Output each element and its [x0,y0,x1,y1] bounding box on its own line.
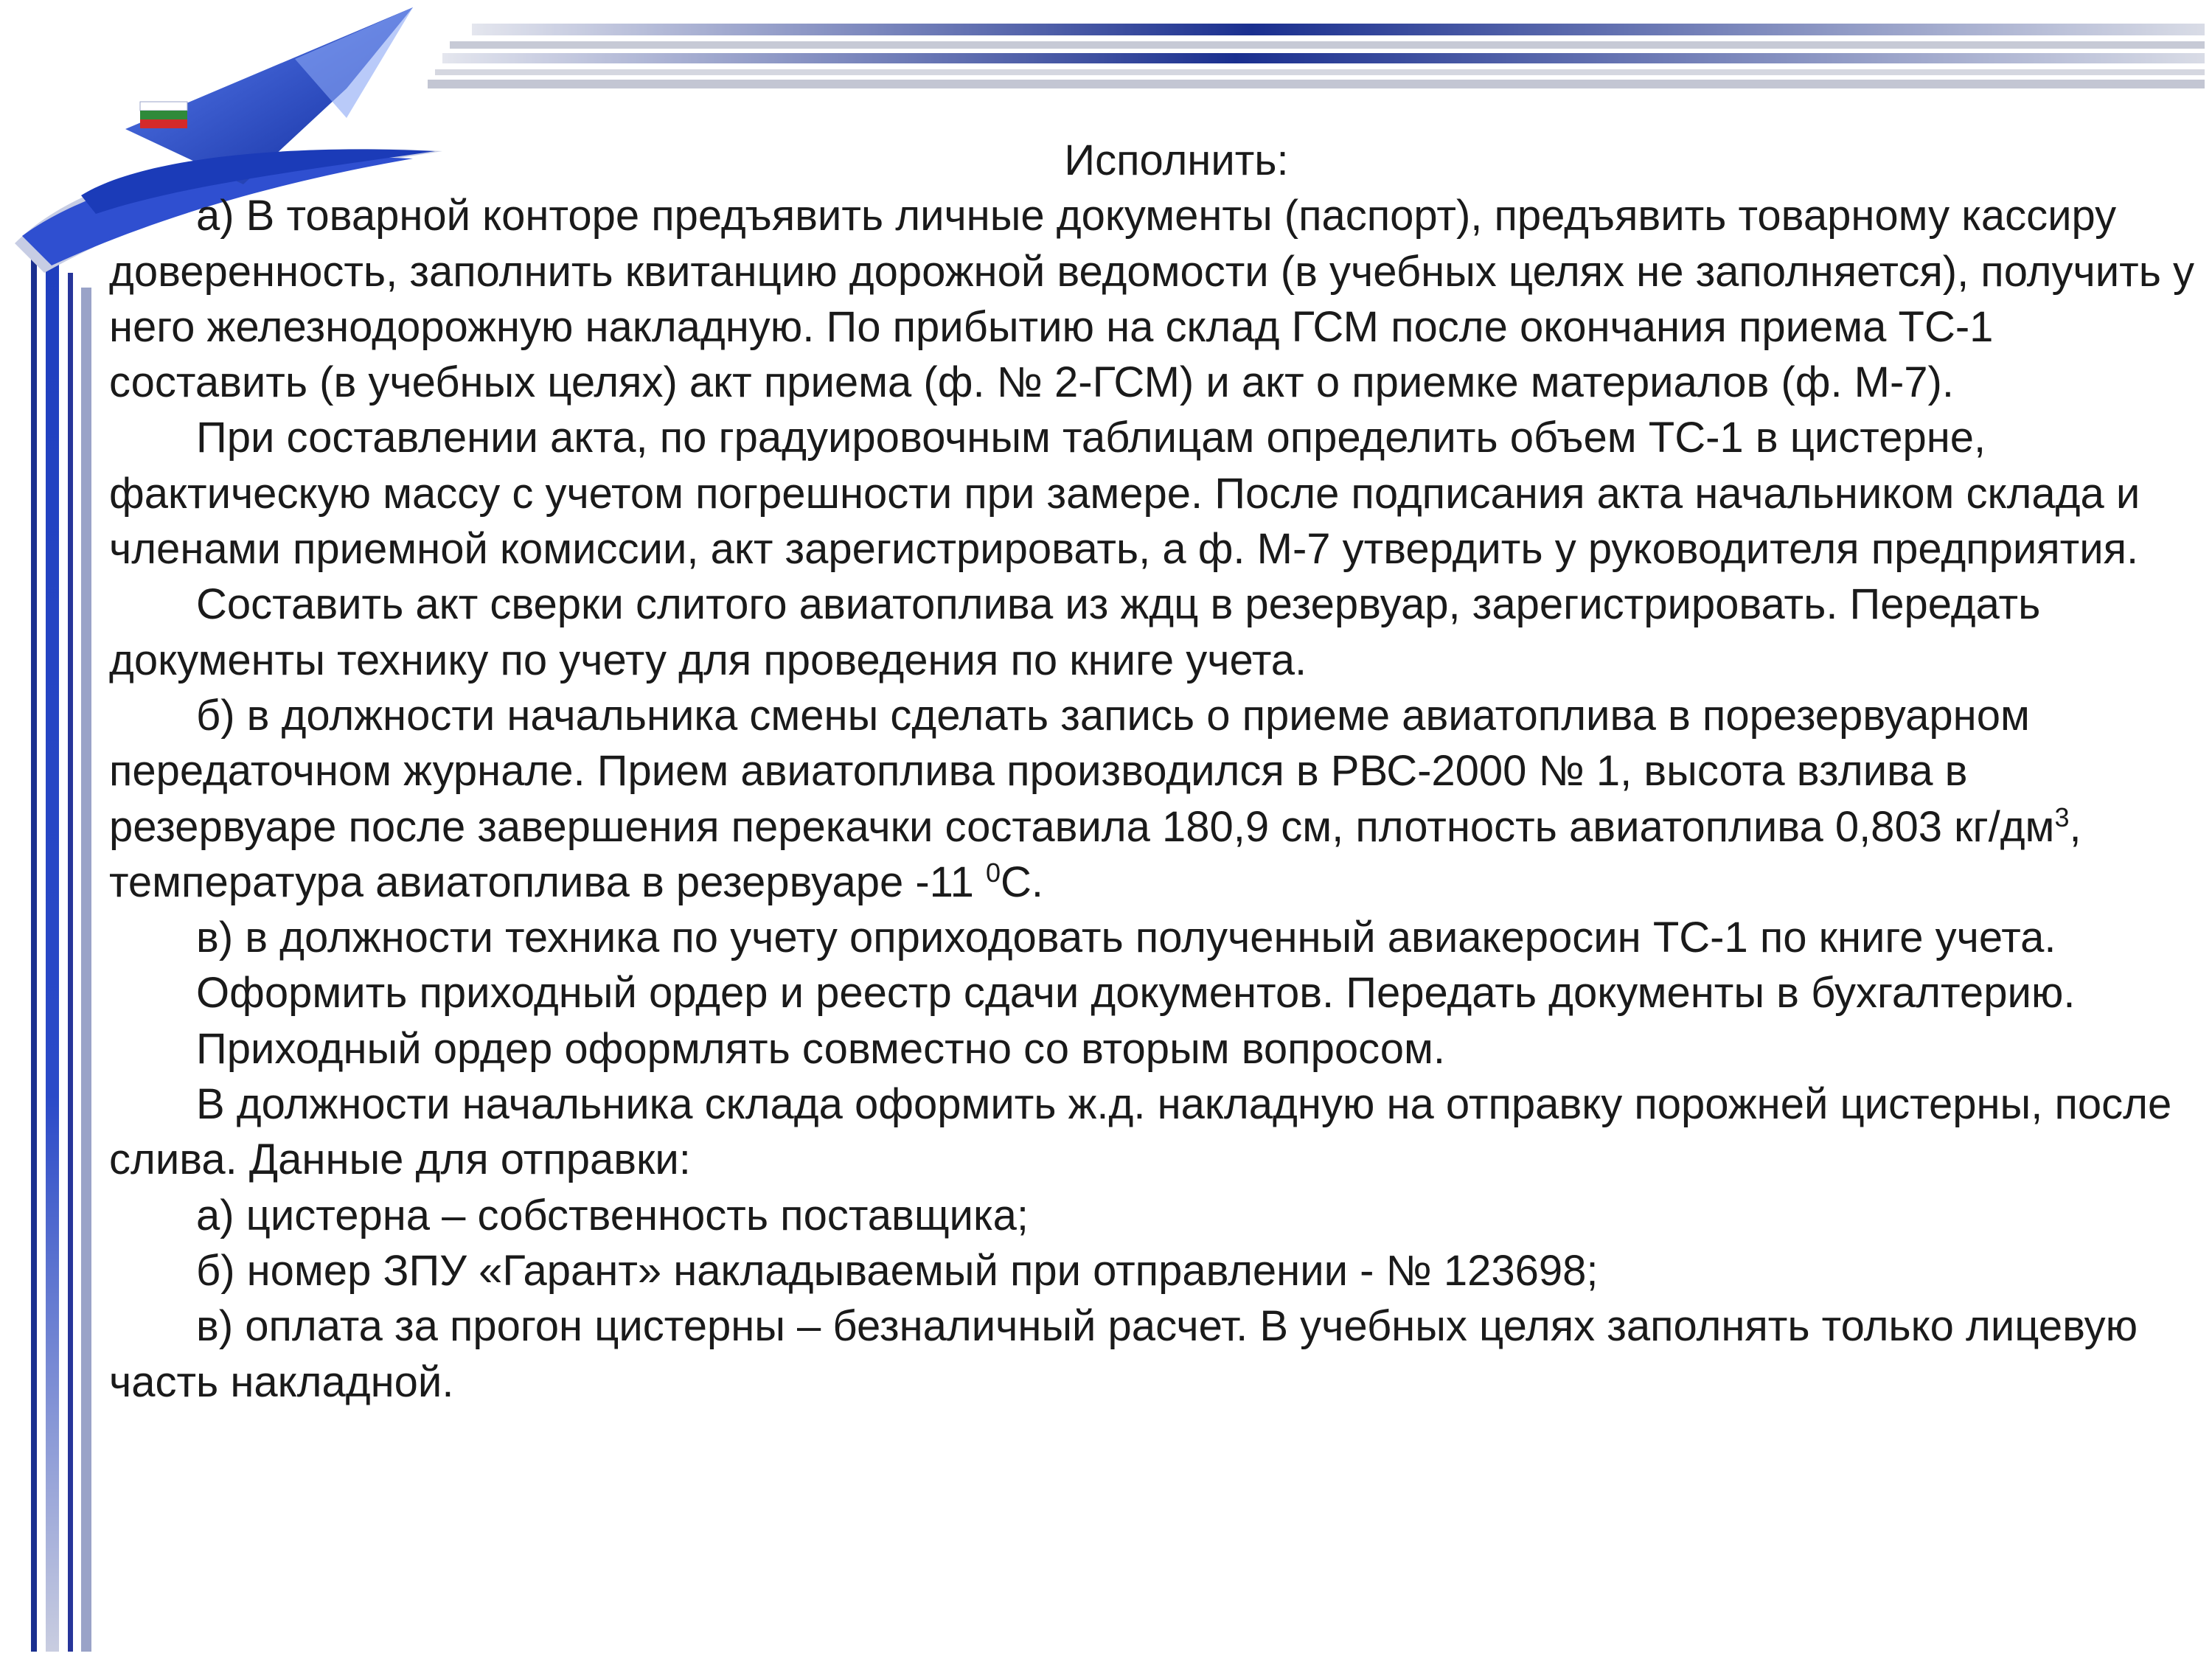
header-stripes [428,24,2205,88]
superscript-cubic: 3 [2054,801,2070,832]
paragraph-9: а) цистерна – собственность поставщика; [196,1191,1029,1239]
paragraph-4-part-1: б) в должности начальника смены сделать запись о приеме авиатоплива в порезервуарном передаточном журнале. Прием авиатоплива производился в РВС-2000 № 1, высота взлива в резервуаре после завершения перекачки составила 180,9 см, плотность авиатоплива 0,803 кг/дм [109,691,2055,851]
paragraph-4-part-3: С. [1001,858,1044,906]
paragraph-4 [109,688,2199,910]
left-vertical-stripes [31,243,91,1652]
paragraph-8: В должности начальника склада оформить ж.д. накладную на отправку порожней цистерны, после слива. Данные для отправки: [109,1080,2172,1184]
paragraph-3: Составить акт сверки слитого авиатоплива из ждц в резервуар, зарегистрировать. Передать документы технику по учету для проведения по книге учета. [109,580,2041,684]
paragraph-10: б) номер ЗПУ «Гарант» накладываемый при отправлении - № 123698; [196,1246,1599,1295]
paragraph-2: При составлении акта, по градуировочным таблицам определить объем ТС-1 в цистерне, фактическую массу с учетом погрешности при замере. После подписания акта начальником склада и членами приемной комиссии, акт зарегистрировать, а ф. М-7 утвердить у руководителя предприятия. [109,414,2140,574]
paragraph-7: Приходный ордер оформлять совместно со вторым вопросом. [196,1024,1445,1073]
paragraph-6: Оформить приходный ордер и реестр сдачи документов. Передать документы в бухгалтерию. [196,969,2076,1018]
paragraph-4-part-2: , температура авиатоплива в резервуаре -11 [109,802,2081,906]
paragraph-5: в) в должности техника по учету оприходовать полученный авиакеросин ТС-1 по книге учета. [196,914,2056,962]
page-title: Исполнить: [1064,136,1289,184]
document-body [109,133,2199,1410]
paragraph-11: в) оплата за прогон цистерны – безналичный расчет. В учебных целях заполнять только лицевую часть накладной. [109,1302,2138,1406]
superscript-degree: 0 [985,857,1001,888]
paragraph-1: а) В товарной конторе предъявить личные документы (паспорт), предъявить товарному кассиру доверенность, заполнить квитанцию дорожной ведомости (в учебных целях не заполняется), получить у него железнодорожную накладную. По прибытию на склад ГСМ после окончания приема ТС-1 составить (в учебных целях) акт приема (ф. № 2-ГСМ) и акт о приемке материалов (ф. М-7). [109,192,2195,407]
